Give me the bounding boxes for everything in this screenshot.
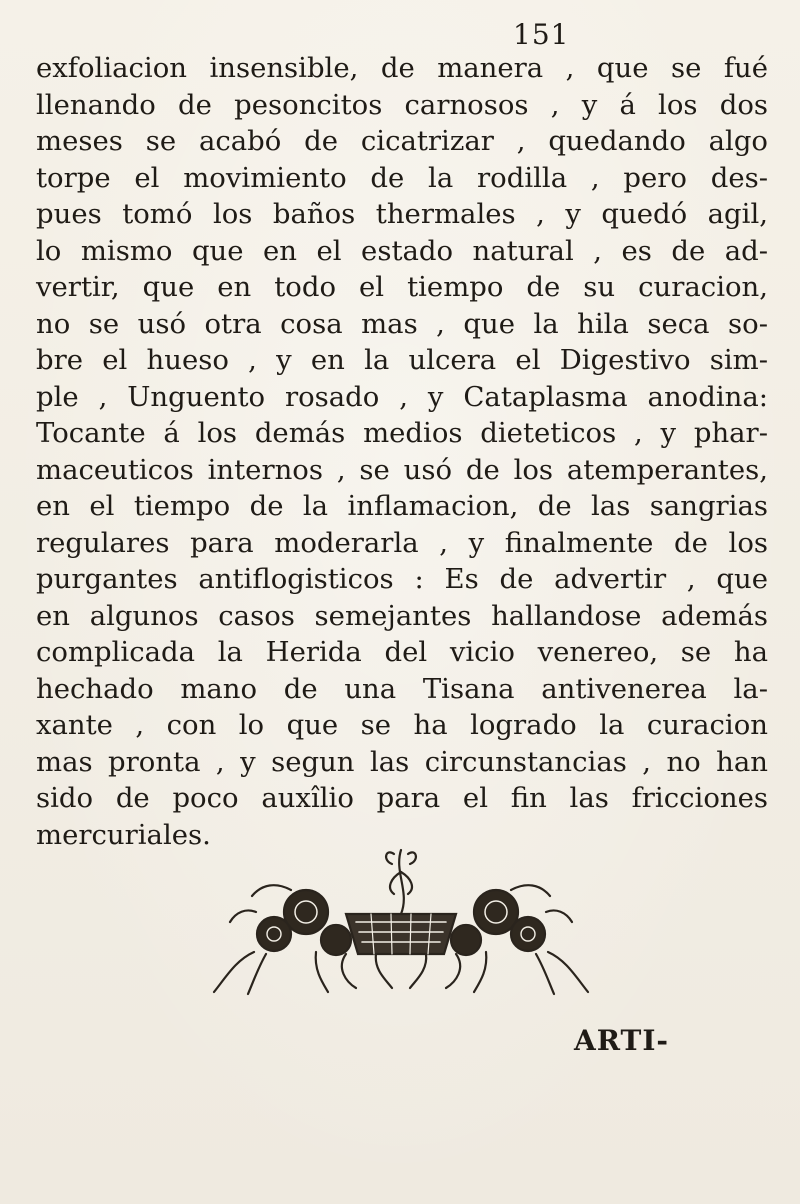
text-line: vertir, que en todo el tiempo de su curacion, [36,271,768,303]
text-line: ple , Unguento rosado , y Cataplasma anodina: [36,380,768,413]
text-line: lo mismo que en el estado natural , es de ad- [36,234,768,267]
text-line: en algunos casos semejantes hallandose además [36,599,768,632]
text-line: no se usó otra cosa mas , que la hila seca so- [36,307,768,340]
text-line: meses se acabó de cicatrizar , quedando algo [36,125,768,157]
floral-basket-ornament-icon [196,842,606,997]
text-line: Tocante á los demás medios dieteticos , y phar- [36,417,768,449]
text-line: sido de poco auxîlio para el fin las fricciones [36,782,768,814]
text-line: mas pronta , y segun las circunstancias , no han [36,745,768,778]
text-line: maceuticos internos , se usó de los atemperantes, [36,453,768,486]
text-line: llenando de pesoncitos carnosos , y á los dos [36,88,768,121]
page-number: 151 [513,18,570,51]
text-line: xante , con lo que se ha logrado la curacion [36,709,768,741]
text-line: complicada la Herida del vicio venereo, se ha [36,636,768,668]
text-line: pues tomó los baños thermales , y quedó agil, [36,198,768,230]
text-line: hechado mano de una Tisana antivenerea la- [36,672,768,705]
text-line: purgantes antiflogisticos : Es de advertir , que [36,563,768,595]
text-line: exfoliacion insensible, de manera , que se fué [36,52,768,84]
text-line: mercuriales. [36,818,211,851]
text-line: bre el hueso , y en la ulcera el Digestivo sim- [36,344,768,376]
body-text [36,50,768,853]
text-line: torpe el movimiento de la rodilla , pero des- [36,161,768,194]
text-line: regulares para moderarla , y finalmente de los [36,526,768,559]
text-line: en el tiempo de la inflamacion, de las sangrias [36,490,768,522]
catchword: ARTI- [574,1024,670,1057]
